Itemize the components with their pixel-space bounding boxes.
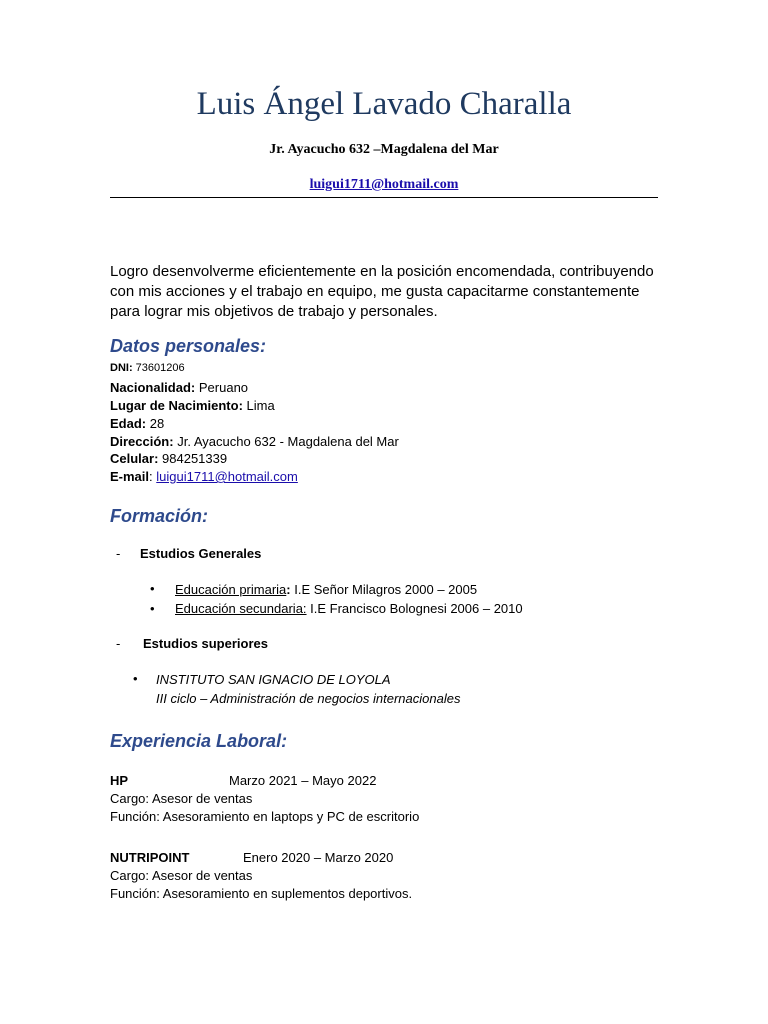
- primary-label: Educación primaria: [175, 582, 287, 597]
- job-role-label: Cargo:: [110, 868, 150, 883]
- job-function-value: Asesoramiento en suplementos deportivos.: [162, 886, 413, 901]
- birthplace-label: Lugar de Nacimiento:: [110, 398, 243, 413]
- bullet-icon: •: [150, 601, 155, 616]
- section-heading-experience: Experiencia Laboral:: [110, 731, 288, 751]
- job-role-value: Asesor de ventas: [151, 791, 253, 806]
- resume-name: Luis Ángel Lavado Charalla: [196, 86, 572, 122]
- age-label: Edad:: [110, 416, 147, 431]
- address-line: [110, 434, 399, 449]
- secondary-value: I.E Francisco Bolognesi 2006 – 2010: [310, 601, 523, 616]
- phone-line: [110, 451, 227, 466]
- job-function-label: Función:: [110, 809, 160, 824]
- job-role-line: [110, 868, 252, 883]
- secondary-label: Educación secundaria:: [175, 601, 307, 616]
- header-address: Jr. Ayacucho 632 –Magdalena del Mar: [269, 142, 499, 157]
- general-studies-label: Estudios Generales: [140, 546, 262, 561]
- phone-value: 984251339: [162, 451, 228, 466]
- birthplace-value: Lima: [246, 398, 275, 413]
- job-function-label: Función:: [110, 886, 160, 901]
- nationality-value: Peruano: [198, 380, 249, 395]
- birthplace-line: [110, 398, 275, 413]
- phone-label: Celular:: [110, 451, 159, 466]
- dni-line: [110, 362, 185, 374]
- job-role-value: Asesor de ventas: [151, 868, 253, 883]
- header-email[interactable]: [0, 177, 768, 193]
- institute-name: INSTITUTO SAN IGNACIO DE LOYOLA: [156, 672, 391, 687]
- institute-detail: III ciclo – Administración de negocios internacionales: [156, 691, 461, 706]
- section-heading-personal: Datos personales:: [110, 336, 267, 356]
- job-function-line: [110, 809, 419, 824]
- header-divider: [110, 197, 658, 198]
- job-company: NUTRIPOINT: [110, 850, 190, 865]
- section-heading-education: Formación:: [110, 506, 209, 526]
- dni-label: DNI:: [110, 362, 133, 374]
- nationality-line: [110, 380, 248, 395]
- job-function-value: Asesoramiento en laptops y PC de escritorio: [162, 809, 420, 824]
- email-line: [110, 469, 298, 484]
- address-label: Dirección:: [110, 434, 174, 449]
- bullet-icon: •: [150, 581, 155, 596]
- dash-marker: -: [116, 546, 121, 561]
- job-period: Enero 2020 – Marzo 2020: [243, 850, 394, 865]
- age-value: 28: [149, 416, 165, 431]
- secondary-education-line: [175, 601, 523, 616]
- age-line: [110, 416, 164, 431]
- email-label: E-mail: [110, 469, 150, 484]
- job-role-line: [110, 791, 252, 806]
- dash-marker: -: [116, 636, 121, 651]
- profile-summary: Logro desenvolverme eficientemente en la posición encomendada, contribuyendo con mis acciones y el trabajo en equipo, me gusta capacitarme constantemente para lograr mis objetivos de trabajo y personales.: [110, 263, 654, 320]
- address-value: Jr. Ayacucho 632 - Magdalena del Mar: [177, 434, 399, 449]
- job-company: HP: [110, 773, 129, 788]
- primary-separator: :: [286, 582, 291, 597]
- nationality-label: Nacionalidad:: [110, 380, 196, 395]
- email-link[interactable]: luigui1711@hotmail.com: [156, 469, 298, 484]
- email-separator: :: [149, 469, 153, 484]
- dni-value: 73601206: [135, 362, 185, 374]
- job-role-label: Cargo:: [110, 791, 150, 806]
- job-period: Marzo 2021 – Mayo 2022: [229, 773, 377, 788]
- higher-studies-label: Estudios superiores: [143, 636, 268, 651]
- bullet-icon: •: [133, 671, 138, 686]
- header-email-link[interactable]: luigui1711@hotmail.com: [309, 177, 459, 192]
- job-function-line: [110, 886, 412, 901]
- primary-education-line: [175, 582, 477, 597]
- primary-value: I.E Señor Milagros 2000 – 2005: [294, 582, 478, 597]
